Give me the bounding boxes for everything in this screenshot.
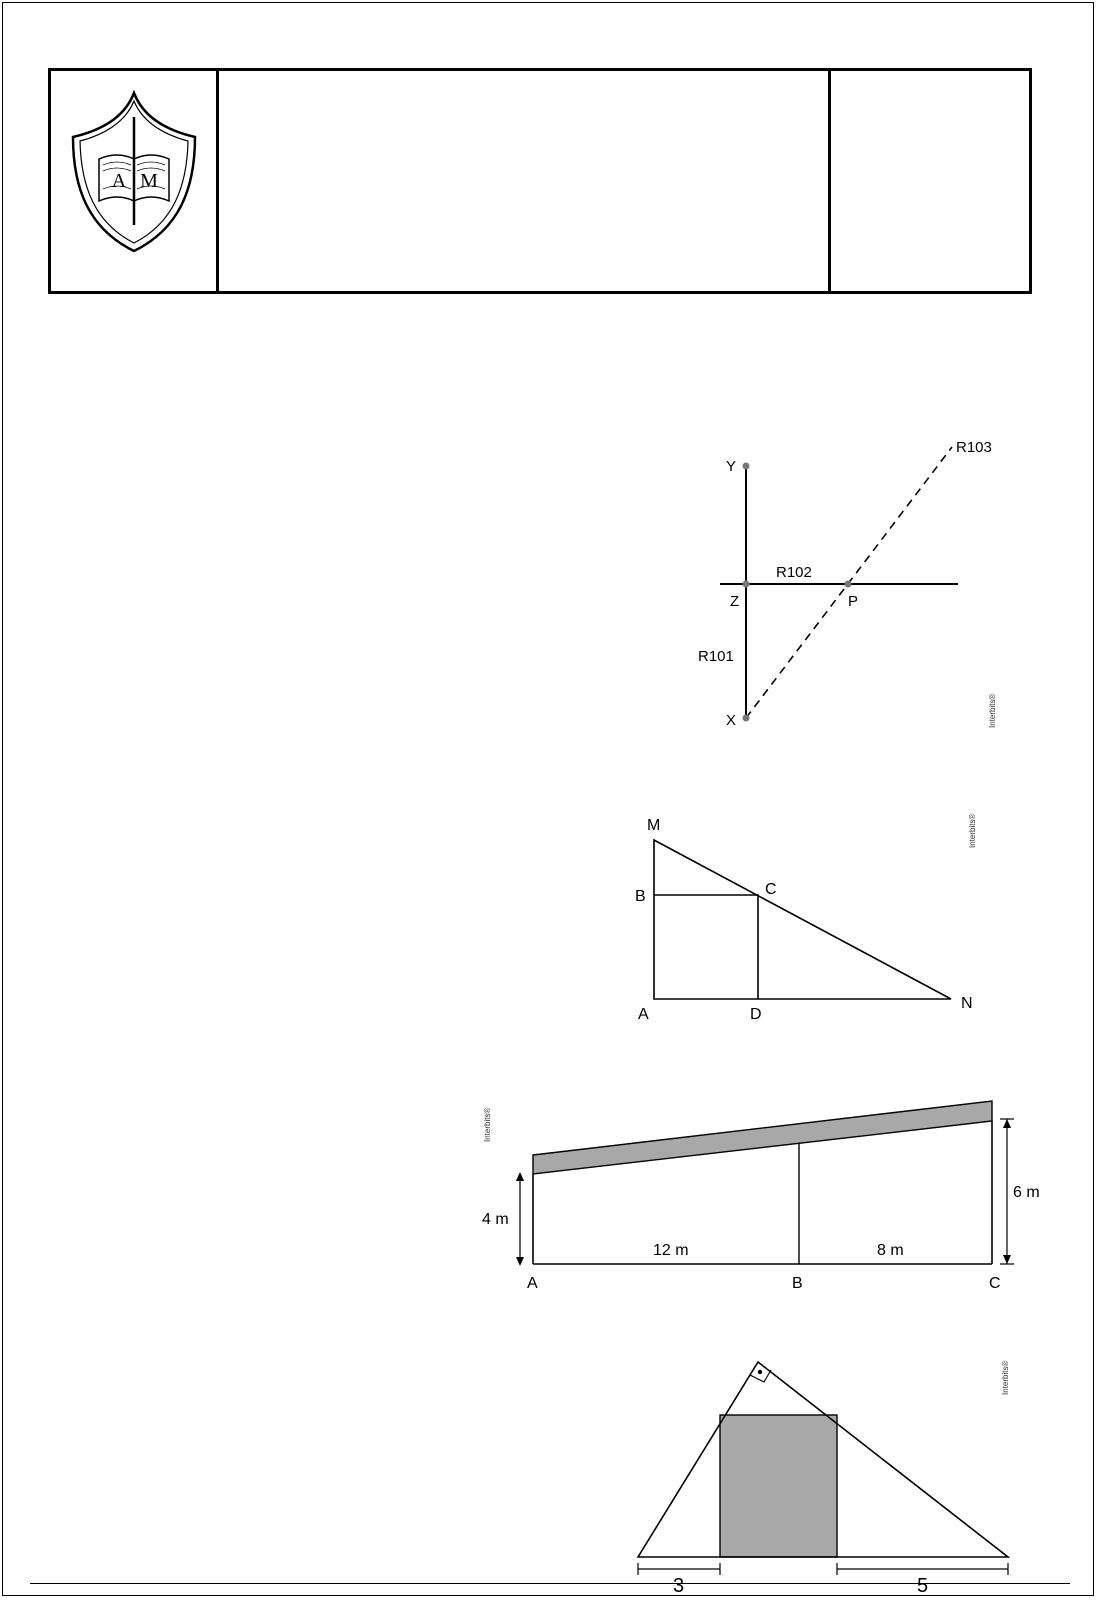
bottom-rule	[30, 1583, 1070, 1584]
logo-letter-m: M	[140, 170, 158, 192]
figure1-credit: Interbits®	[988, 693, 997, 728]
exam-header	[48, 68, 1032, 294]
right-angle-dot	[758, 1370, 762, 1374]
label-b: B	[635, 888, 646, 905]
dim-6m-label: 6 m	[1013, 1184, 1040, 1201]
label-m: M	[647, 817, 661, 834]
label-d: D	[750, 1006, 762, 1023]
dim-6m-arrow-bottom	[1003, 1255, 1011, 1264]
dim-4m-arrow-top	[516, 1172, 524, 1181]
label-a: A	[638, 1006, 649, 1023]
label-b: B	[792, 1275, 803, 1292]
figure-right-triangle-square	[620, 1350, 1020, 1580]
label-n: N	[961, 995, 973, 1012]
header-title-cell	[219, 71, 831, 291]
dim-5-label: 5	[917, 1575, 929, 1597]
logo-letter-a: A	[111, 170, 127, 192]
inscribed-square	[720, 1415, 837, 1557]
label-a: A	[527, 1275, 538, 1292]
label-c: C	[989, 1275, 1001, 1292]
label-r101: R101	[698, 648, 734, 665]
label-r103: R103	[956, 439, 992, 456]
dim-3-label: 3	[673, 1575, 685, 1597]
triangle-mna	[654, 840, 951, 999]
label-r102: R102	[776, 564, 812, 581]
label-c: C	[765, 881, 777, 898]
figure4-credit: Interbits®	[1001, 1360, 1010, 1395]
rectangle-abcd	[654, 895, 758, 999]
dim-8m-label: 8 m	[877, 1242, 904, 1259]
label-z: Z	[730, 593, 740, 610]
point-z	[743, 581, 750, 588]
point-x	[743, 715, 750, 722]
dim-12m-label: 12 m	[653, 1242, 689, 1259]
figure-triangle-rectangle	[625, 810, 995, 1040]
figure2-credit: Interbits®	[968, 813, 977, 848]
point-p	[845, 581, 852, 588]
label-p: P	[848, 593, 859, 610]
label-x: X	[726, 712, 737, 729]
dim-4m-arrow-bottom	[516, 1257, 524, 1266]
label-y: Y	[726, 458, 737, 475]
dim-4m-label: 4 m	[482, 1211, 509, 1228]
point-y	[743, 463, 750, 470]
figure-roads	[690, 425, 1020, 745]
school-logo-cell	[51, 71, 219, 291]
dim-6m-arrow-top	[1003, 1119, 1011, 1128]
header-grade-cell	[831, 71, 1029, 291]
figure3-credit: Interbits®	[483, 1107, 492, 1142]
roof-slab	[533, 1101, 992, 1174]
figure-roof	[470, 1090, 1070, 1300]
school-crest-icon	[69, 89, 199, 259]
